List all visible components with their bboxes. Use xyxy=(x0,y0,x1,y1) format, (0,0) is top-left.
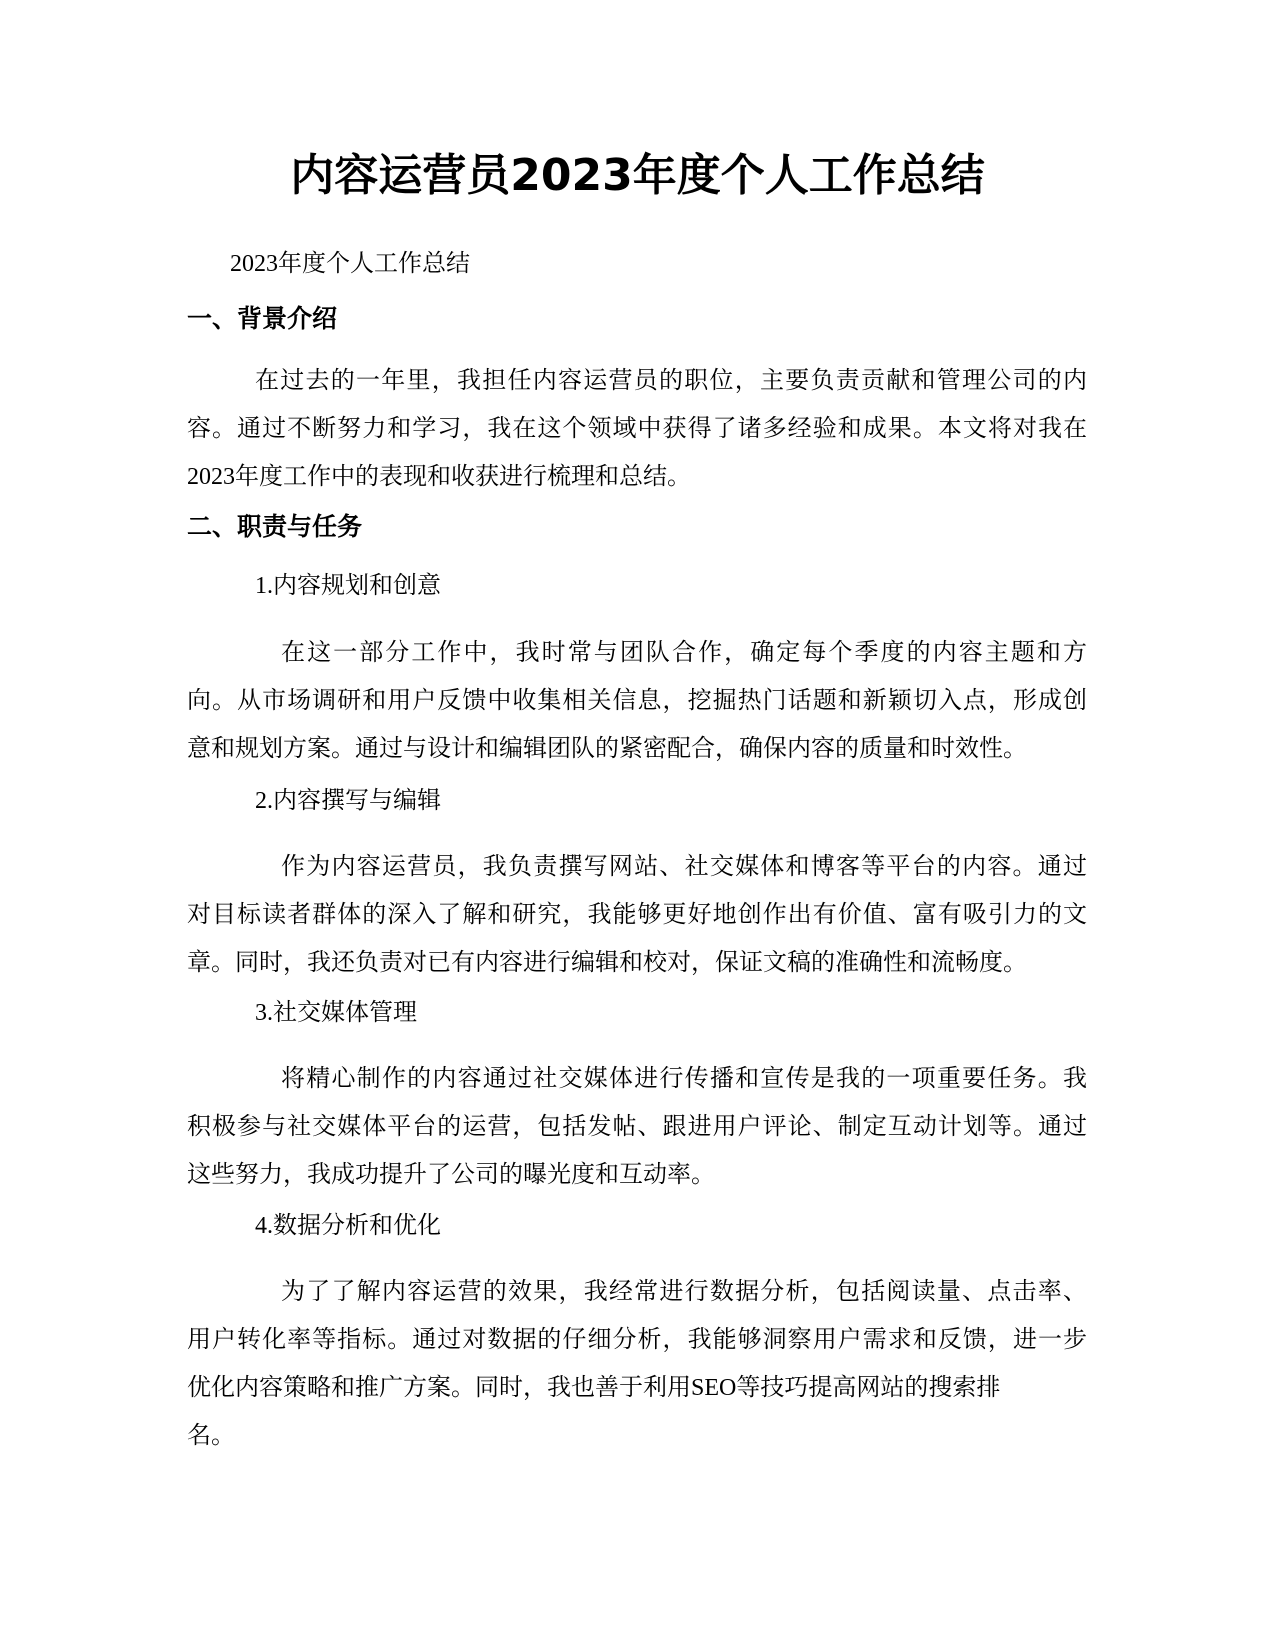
paragraph-line: 为了了解内容运营的效果，我经常进行数据分析，包括阅读量、点击率、 xyxy=(281,1279,1087,1305)
subsection-label-planning: 1.内容规划和创意 xyxy=(255,573,441,599)
background-paragraph xyxy=(187,357,1087,501)
section-heading-duties: 二、职责与任务 xyxy=(187,512,363,541)
paragraph-line: 作为内容运营员，我负责撰写网站、社交媒体和博客等平台的内容。通过 xyxy=(281,854,1087,880)
subsection-label-writing: 2.内容撰写与编辑 xyxy=(255,788,441,814)
paragraph-line: 容。通过不断努力和学习，我在这个领域中获得了诸多经验和成果。本文将对我在 xyxy=(187,416,1087,442)
writing-paragraph xyxy=(187,843,1087,987)
paragraph-line: 意和规划方案。通过与设计和编辑团队的紧密配合，确保内容的质量和时效性。 xyxy=(187,736,1027,762)
section-heading-background: 一、背景介绍 xyxy=(187,304,338,333)
paragraph-line: 这些努力，我成功提升了公司的曝光度和互动率。 xyxy=(187,1162,715,1188)
planning-paragraph xyxy=(187,629,1087,773)
paragraph-line: 章。同时，我还负责对已有内容进行编辑和校对，保证文稿的准确性和流畅度。 xyxy=(187,950,1027,976)
paragraph-line: 优化内容策略和推广方案。同时，我也善于利用SEO等技巧提高网站的搜索排 xyxy=(187,1375,1001,1401)
paragraph-line: 在这一部分工作中，我时常与团队合作，确定每个季度的内容主题和方 xyxy=(281,640,1087,666)
document-title: 内容运营员2023年度个人工作总结 xyxy=(290,150,985,201)
subsection-label-data-analysis: 4.数据分析和优化 xyxy=(255,1213,441,1239)
paragraph-line: 用户转化率等指标。通过对数据的仔细分析，我能够洞察用户需求和反馈，进一步 xyxy=(187,1327,1087,1353)
subsection-label-social-media: 3.社交媒体管理 xyxy=(255,1000,417,1026)
paragraph-line: 名。 xyxy=(187,1423,235,1449)
paragraph-line: 积极参与社交媒体平台的运营，包括发帖、跟进用户评论、制定互动计划等。通过 xyxy=(187,1114,1087,1140)
document-subtitle: 2023年度个人工作总结 xyxy=(230,251,470,277)
data-analysis-paragraph xyxy=(187,1268,1087,1460)
paragraph-line: 2023年度工作中的表现和收获进行梳理和总结。 xyxy=(187,464,691,490)
paragraph-line: 将精心制作的内容通过社交媒体进行传播和宣传是我的一项重要任务。我 xyxy=(281,1066,1087,1092)
paragraph-line: 对目标读者群体的深入了解和研究，我能够更好地创作出有价值、富有吸引力的文 xyxy=(187,902,1087,928)
social-media-paragraph xyxy=(187,1055,1087,1199)
paragraph-line: 向。从市场调研和用户反馈中收集相关信息，挖掘热门话题和新颖切入点，形成创 xyxy=(187,688,1087,714)
paragraph-line: 在过去的一年里，我担任内容运营员的职位，主要负责贡献和管理公司的内 xyxy=(255,368,1087,394)
